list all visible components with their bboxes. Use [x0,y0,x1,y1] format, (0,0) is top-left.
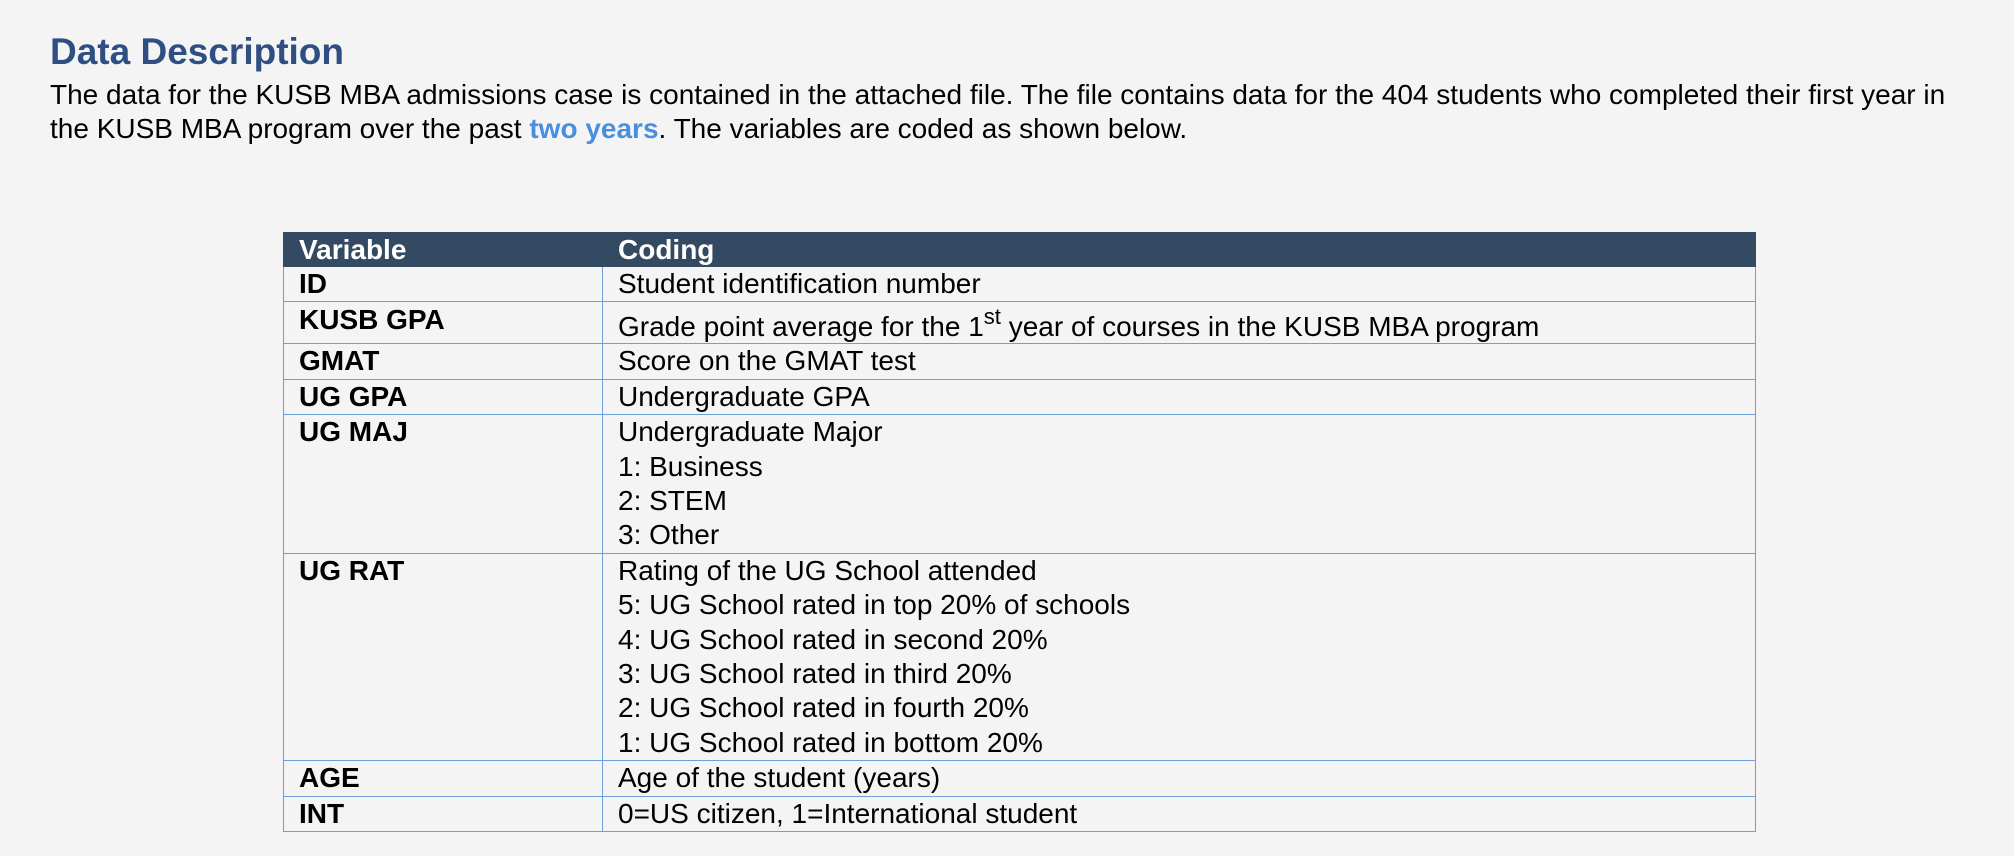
coding-line: 0=US citizen, 1=International student [618,797,1078,829]
coding-cell [603,415,1756,554]
coding-line: Score on the GMAT test [618,345,916,377]
coding-cell [603,379,1756,414]
variable-cell: AGE [284,761,603,796]
coding-line: Undergraduate GPA [618,380,870,412]
coding-cell [603,796,1756,831]
table-row [284,553,1756,760]
header-variable: Variable [284,233,603,267]
coding-line-end: year of courses in the KUSB MBA program [1000,311,1540,343]
coding-line: 4: UG School rated in second 20% [618,623,1048,655]
coding-cell [603,344,1756,379]
variable-cell: INT [284,796,603,831]
coding-line: 3: Other [618,519,720,551]
coding-line: 2: UG School rated in fourth 20% [618,692,1029,724]
table-row [284,415,1756,554]
intro-paragraph [50,78,1970,146]
table-row [284,379,1756,414]
coding-cell [603,553,1756,760]
coding-line: Rating of the UG School attended [618,554,1037,586]
variable-cell: KUSB GPA [284,302,603,344]
variable-cell: UG MAJ [284,415,603,554]
table-row [284,267,1756,302]
coding-line: Student identification number [618,268,981,299]
coding-line: Age of the student (years) [618,762,941,794]
coding-line-start: Grade point average for the 1 [618,311,984,343]
intro-text-start: The data for the KUSB MBA admissions case is contained in the attached file. The file contains data for the 404 students who completed their first year in the KUSB MBA program over the past [50,79,1946,144]
table-row [284,796,1756,831]
coding-cell [603,267,1756,302]
coding-line: 1: Business [618,450,763,482]
intro-highlight: two years [529,113,659,144]
table-header-row [284,233,1756,267]
coding-line: 1: UG School rated in bottom 20% [618,726,1043,758]
page-title: Data Description [50,31,345,72]
coding-cell [603,761,1756,796]
variable-cell: GMAT [284,344,603,379]
table-row [284,344,1756,379]
coding-line: 5: UG School rated in top 20% of schools [618,589,1131,621]
variable-cell: UG GPA [284,379,603,414]
intro-text-end: . The variables are coded as shown below. [658,113,1188,144]
coding-cell [603,302,1756,344]
coding-line: 3: UG School rated in third 20% [618,658,1012,690]
variable-cell: UG RAT [284,553,603,760]
variable-cell: ID [284,267,603,302]
coding-line: 2: STEM [618,485,727,517]
variable-coding-table [283,232,1756,832]
table-row [284,761,1756,796]
header-coding: Coding [603,233,1756,267]
ordinal-suffix: st [983,304,1001,330]
table-row [284,302,1756,344]
coding-line: Undergraduate Major [618,416,883,448]
